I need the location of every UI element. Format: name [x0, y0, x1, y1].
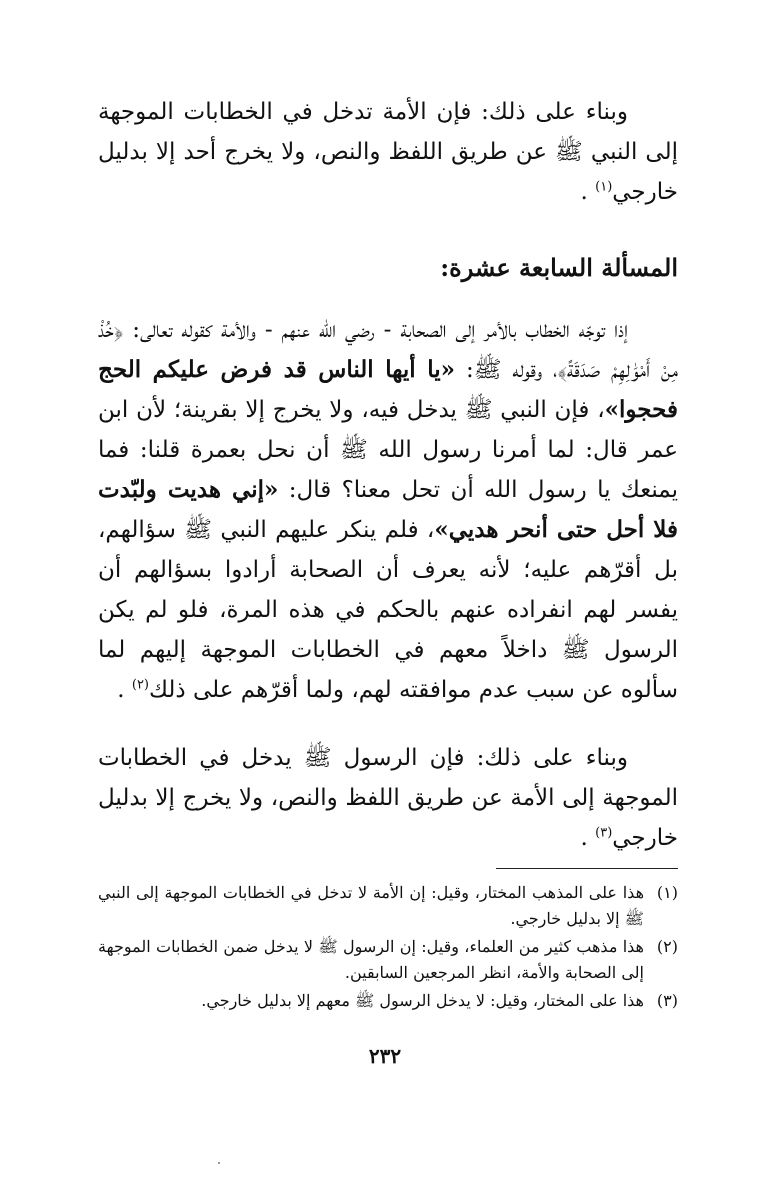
footnotes	[98, 880, 678, 1016]
hadith-quote-1: «يا أيها الناس قد فرض عليكم الحج فحجوا»	[98, 356, 678, 423]
paragraph-text: وبناء على ذلك: فإن الأمة تدخل في الخطابات الموجهة إلى النبي ﷺ عن طريق اللفظ والنص، ولا يخرج أحد إلا بدليل خارجي	[98, 99, 678, 205]
period: .	[580, 825, 588, 851]
footnote-1	[98, 880, 678, 932]
page-number: ٢٣٢	[368, 1044, 402, 1068]
footnote-ref-2[interactable]: (٢)	[131, 677, 149, 693]
section-heading: المسألة السابعة عشرة:	[440, 253, 678, 282]
footnote-text: هذا على المختار، وقيل: لا يدخل الرسول ﷺ معهم إلا بدليل خارجي.	[201, 991, 644, 1010]
paragraph-text-c: ، فلم ينكر عليهم النبي ﷺ سؤالهم، بل أقرّهم عليه؛ لأنه يعرف أن الصحابة أرادوا بسؤالهم أن يفسر لهم انفراده عنهم بالحكم في هذه المرة، فلو لم يكن الرسول ﷺ داخلاً معهم في الخطابات الموجهة إليهم لما سألوه عن سبب عدم موافقته لهم، ولما أقرّهم على ذلك	[98, 517, 678, 703]
footnote-ref-1[interactable]: (١)	[595, 179, 613, 195]
scan-speck	[218, 1162, 220, 1164]
footnote-divider	[496, 868, 678, 869]
period: .	[117, 677, 125, 703]
paragraph-conclusion-2	[98, 738, 678, 858]
footnote-text: هذا على المذهب المختار، وقيل: إن الأمة لا تدخل في الخطابات الموجهة إلى النبي ﷺ إلا بدليل خارجي.	[98, 883, 644, 928]
footnote-number: (٢)	[656, 937, 678, 956]
footnote-text: هذا مذهب كثير من العلماء، وقيل: إن الرسول ﷺ لا يدخل ضمن الخطابات الموجهة إلى الصحابة والأمة، انظر المرجعين السابقين.	[98, 937, 644, 982]
paragraph-text-b: ، فإن النبي ﷺ يدخل فيه، ولا يخرج إلا بقرينة؛ لأن ابن عمر قال: لما أمرنا رسول الله ﷺ أن نحل بعمرة قلنا: فما يمنعك يا رسول الله أن تحل معنا؟ قال:	[98, 397, 679, 503]
footnote-ref-3[interactable]: (٣)	[595, 825, 613, 841]
footnote-number: (١)	[656, 883, 678, 902]
paragraph-conclusion-1	[98, 92, 678, 212]
main-text	[98, 92, 678, 858]
paragraph-text: وبناء على ذلك: فإن الرسول ﷺ يدخل في الخطابات الموجهة إلى الأمة عن طريق اللفظ والنص، ولا يخرج إلا بدليل خارجي	[98, 745, 678, 851]
footnote-3	[98, 988, 678, 1014]
footnote-number: (٣)	[656, 991, 678, 1010]
period: .	[580, 179, 588, 205]
hadith-quote-2: «إني هديت ولبّدت فلا أحل حتى أنحر هديي»	[98, 476, 678, 543]
footnote-2	[98, 934, 678, 986]
paragraph-issue-17	[98, 310, 678, 710]
paragraph-gap	[98, 710, 678, 738]
paragraph-text-a: إذا توجّه الخطاب بالأمر إلى الصحابة - رضي الله عنهم - والأمة كقوله تعالى: ﴿خُذْ مِنْ أَمْوَٰلِهِمْ صَدَقَةً﴾، وقوله ﷺ:	[98, 317, 678, 383]
